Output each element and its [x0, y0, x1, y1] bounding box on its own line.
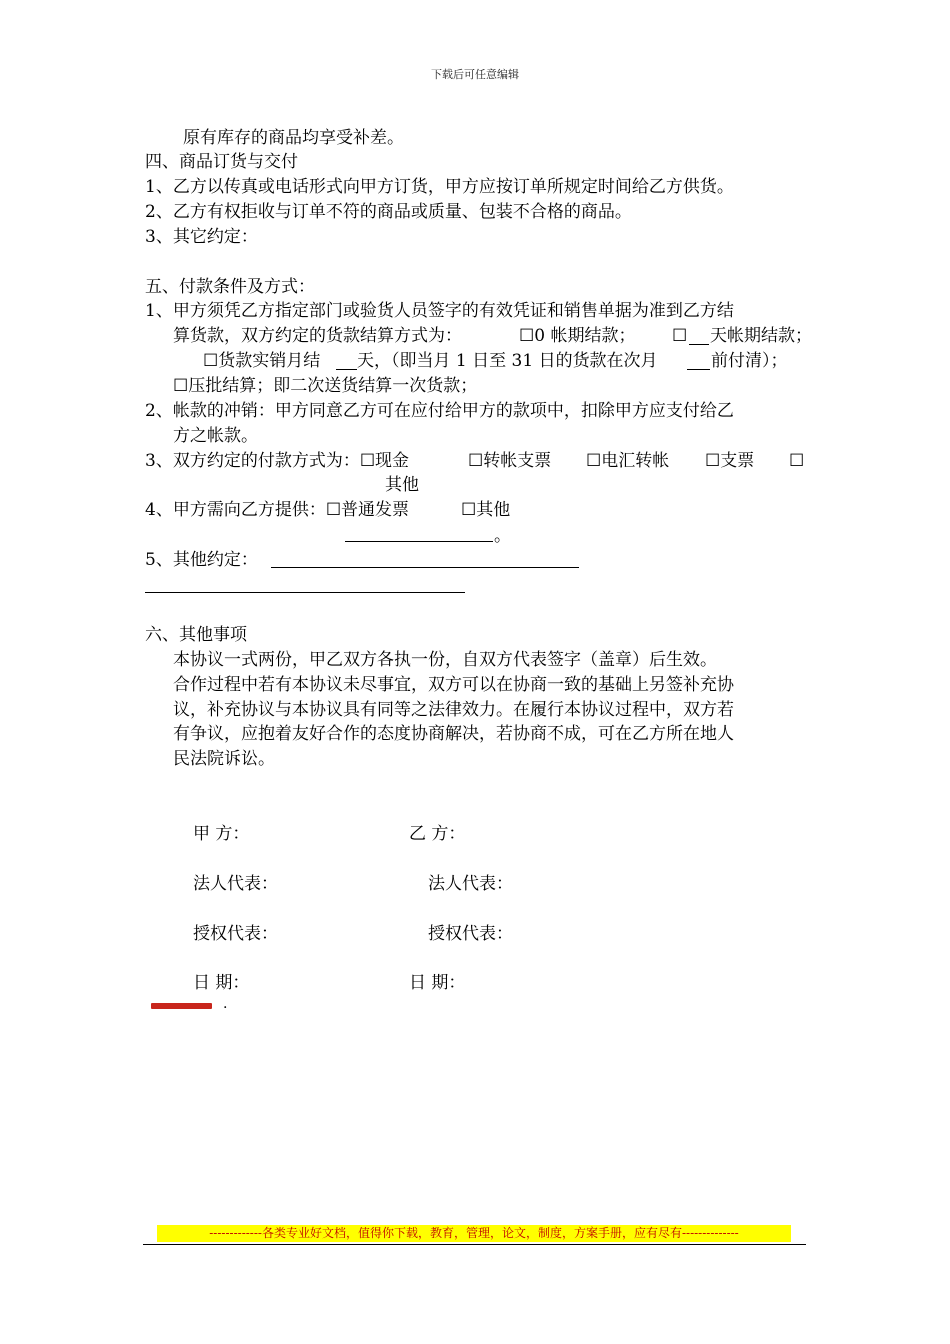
checkbox-ordinary-invoice[interactable]: 4、甲方需向乙方提供：☐普通发票: [145, 500, 410, 520]
period-mark: 。: [494, 526, 511, 546]
clause-5-2-cont: 方之帐款。: [173, 426, 258, 446]
stamp-mark: [151, 1003, 212, 1009]
clause-text: 原有库存的商品均享受补差。: [183, 128, 404, 148]
legal-rep-a-label: 法人代表：: [193, 874, 278, 894]
checkbox-wire-transfer[interactable]: ☐电汇转帐: [586, 451, 670, 471]
checkbox-other-invoice[interactable]: ☐其他: [461, 500, 511, 520]
party-b-label: 乙 方：: [409, 824, 466, 844]
checkbox-other-payment[interactable]: ☐: [789, 451, 805, 471]
clause-6-2-cont: 有争议，应抱着友好合作的态度协商解决，若协商不成，可在乙方所在地人: [173, 724, 734, 744]
checkbox-monthly-settlement[interactable]: ☐货款实销月结: [203, 351, 321, 371]
party-a-label: 甲 方：: [193, 824, 250, 844]
clause-6-1: 本协议一式两份，甲乙双方各执一份，自双方代表签字（盖章）后生效。: [173, 650, 717, 670]
checkbox-0-day-settlement[interactable]: ☐0 帐期结款；: [519, 326, 636, 346]
dot-mark: .: [223, 996, 228, 1012]
n-day-label: 天帐期结款；: [710, 326, 812, 346]
auth-rep-a-label: 授权代表：: [193, 924, 278, 944]
checkbox-n-day-settlement[interactable]: ☐: [672, 326, 688, 346]
blank-days[interactable]: [689, 326, 709, 345]
date-a-label: 日 期：: [193, 973, 250, 993]
footer-divider: [143, 1244, 806, 1245]
clause-6-2-cont: 议，补充协议与本协议具有同等之法律效力。在履行本协议过程中，双方若: [173, 700, 734, 720]
checkbox-cheque[interactable]: ☐支票: [705, 451, 755, 471]
clause-6-2-cont: 民法院诉讼。: [173, 749, 275, 769]
clause-4-3: 3、其它约定：: [145, 227, 258, 247]
auth-rep-b-label: 授权代表：: [428, 924, 513, 944]
legal-rep-b-label: 法人代表：: [428, 874, 513, 894]
blank-monthly-days[interactable]: [336, 351, 357, 370]
monthly-settlement-text: 天，（即当月 1 日至 31 日的货款在次月: [357, 351, 658, 371]
section-heading-5: 五、付款条件及方式：: [145, 277, 315, 297]
clause-5-5: 5、其他约定：: [145, 550, 258, 570]
clause-4-1: 1、乙方以传真或电话形式向甲方订货，甲方应按订单所规定时间给乙方供货。: [145, 177, 734, 197]
blank-next-month-day[interactable]: [687, 351, 710, 370]
blank-other-invoice[interactable]: [345, 541, 493, 542]
footer-banner: -------------各类专业好文档，值得你下载，教育，管理，论文，制度，方案手册，应有尽有--------------: [157, 1225, 791, 1242]
checkbox-batch-settlement[interactable]: ☐压批结算；即二次送货结算一次货款；: [173, 376, 478, 396]
date-b-label: 日 期：: [409, 973, 466, 993]
blank-other-agreement-line2[interactable]: [145, 592, 465, 593]
section-heading-4: 四、商品订货与交付: [145, 152, 298, 172]
page-header: 下载后可任意编辑: [431, 68, 519, 81]
section-heading-6: 六、其他事项: [145, 625, 247, 645]
monthly-settlement-end: 前付清）；: [711, 351, 788, 371]
blank-other-agreement[interactable]: [271, 567, 579, 568]
clause-5-1-cont: 算货款，双方约定的货款结算方式为：: [173, 326, 462, 346]
clause-4-2: 2、乙方有权拒收与订单不符的商品或质量、包装不合格的商品。: [145, 202, 632, 222]
clause-5-1: 1、甲方须凭乙方指定部门或验货人员签字的有效凭证和销售单据为准到乙方结: [145, 301, 734, 321]
checkbox-transfer-cheque[interactable]: ☐转帐支票: [468, 451, 552, 471]
checkbox-cash[interactable]: 3、双方约定的付款方式为：☐现金: [145, 451, 410, 471]
clause-6-2: 合作过程中若有本协议未尽事宜，双方可以在协商一致的基础上另签补充协: [173, 675, 734, 695]
clause-5-2: 2、帐款的冲销：甲方同意乙方可在应付给甲方的款项中，扣除甲方应支付给乙: [145, 401, 734, 421]
other-payment-label: 其他: [385, 475, 419, 495]
